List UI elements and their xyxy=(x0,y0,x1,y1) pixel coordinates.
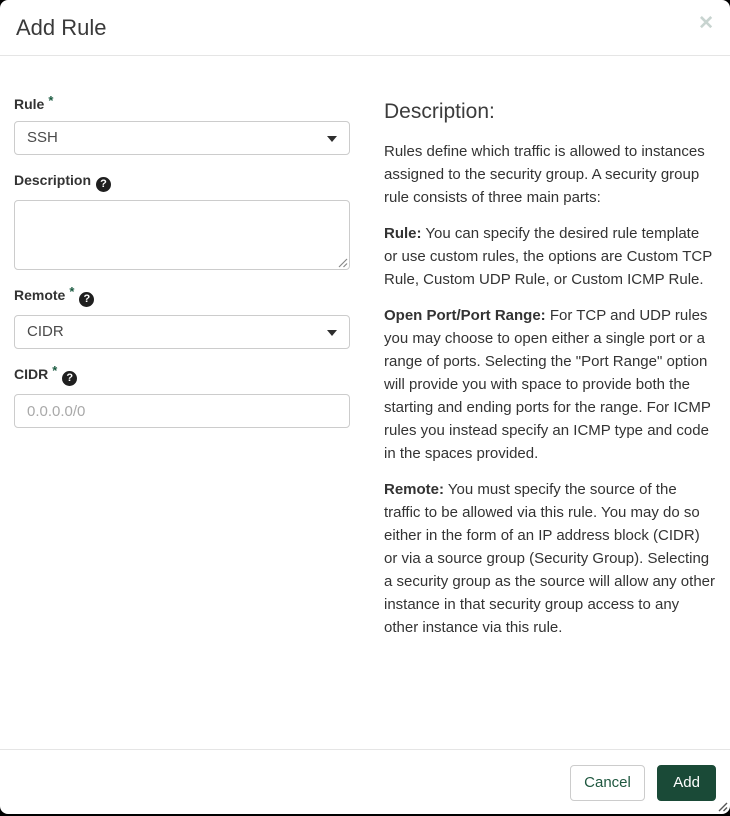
remote-select[interactable] xyxy=(14,315,350,349)
cidr-input[interactable] xyxy=(14,394,350,428)
help-circle-icon[interactable]: ? xyxy=(62,371,77,386)
remote-label-text: Remote xyxy=(14,287,66,303)
help-text: You must specify the source of the traffic to be allowed via this rule. You may do so either in the form of an IP address block (CIDR) or via a source group (Security Group). Selecting a security group as the source will allow any other instance in that security group access to any other instance via this rule. xyxy=(384,481,715,636)
help-circle-icon[interactable]: ? xyxy=(96,177,111,192)
add-button[interactable]: Add xyxy=(657,765,716,801)
description-field-group xyxy=(14,172,350,270)
modal-header xyxy=(0,0,730,56)
remote-label xyxy=(14,284,350,307)
description-textarea-wrap xyxy=(14,200,350,270)
cidr-field-group xyxy=(14,363,350,428)
cidr-label xyxy=(14,363,350,386)
rule-select-value: SSH xyxy=(27,129,58,146)
cancel-button[interactable]: Cancel xyxy=(570,765,645,801)
help-text: For TCP and UDP rules you may choose to open either a single port or a range of ports. Selecting the "Port Range" option will provide you with space to provide both the starting and ending ports for the range. For ICMP rules you instead specify an ICMP type and code in the spaces provided. xyxy=(384,307,711,462)
modal-footer xyxy=(0,749,730,814)
help-panel xyxy=(384,86,716,739)
help-heading: Description: xyxy=(384,100,495,123)
caret-down-icon xyxy=(327,330,337,336)
remote-field-group xyxy=(14,284,350,349)
help-term: Rule: xyxy=(384,225,422,242)
rule-field-group xyxy=(14,93,350,155)
help-section-port-range xyxy=(384,304,716,465)
rule-select[interactable] xyxy=(14,121,350,155)
modal-title: Add Rule xyxy=(16,15,107,40)
cidr-label-text: CIDR xyxy=(14,366,49,382)
help-section-remote xyxy=(384,478,716,639)
rule-label-text: Rule xyxy=(14,96,45,112)
description-label-text: Description xyxy=(14,172,92,188)
modal-body xyxy=(0,56,730,749)
remote-select-value: CIDR xyxy=(27,323,64,340)
help-text: You can specify the desired rule template or use custom rules, the options are Custom TCP Rule, Custom UDP Rule, or Custom ICMP Rule. xyxy=(384,225,712,288)
description-textarea[interactable] xyxy=(14,200,350,270)
caret-down-icon xyxy=(327,136,337,142)
help-section-rule xyxy=(384,222,716,291)
required-asterisk: * xyxy=(52,363,58,378)
help-circle-icon[interactable]: ? xyxy=(79,292,94,307)
modal-resize-grip[interactable] xyxy=(716,800,728,812)
help-intro: Rules define which traffic is allowed to instances assigned to the security group. A security group rule consists of three main parts: xyxy=(384,143,705,206)
help-term: Remote: xyxy=(384,481,445,498)
required-asterisk: * xyxy=(48,93,54,108)
description-label xyxy=(14,172,350,192)
rule-label xyxy=(14,93,350,113)
required-asterisk: * xyxy=(69,284,75,299)
rule-form xyxy=(14,86,350,739)
close-icon[interactable]: ✕ xyxy=(698,13,714,34)
help-term: Open Port/Port Range: xyxy=(384,307,546,324)
